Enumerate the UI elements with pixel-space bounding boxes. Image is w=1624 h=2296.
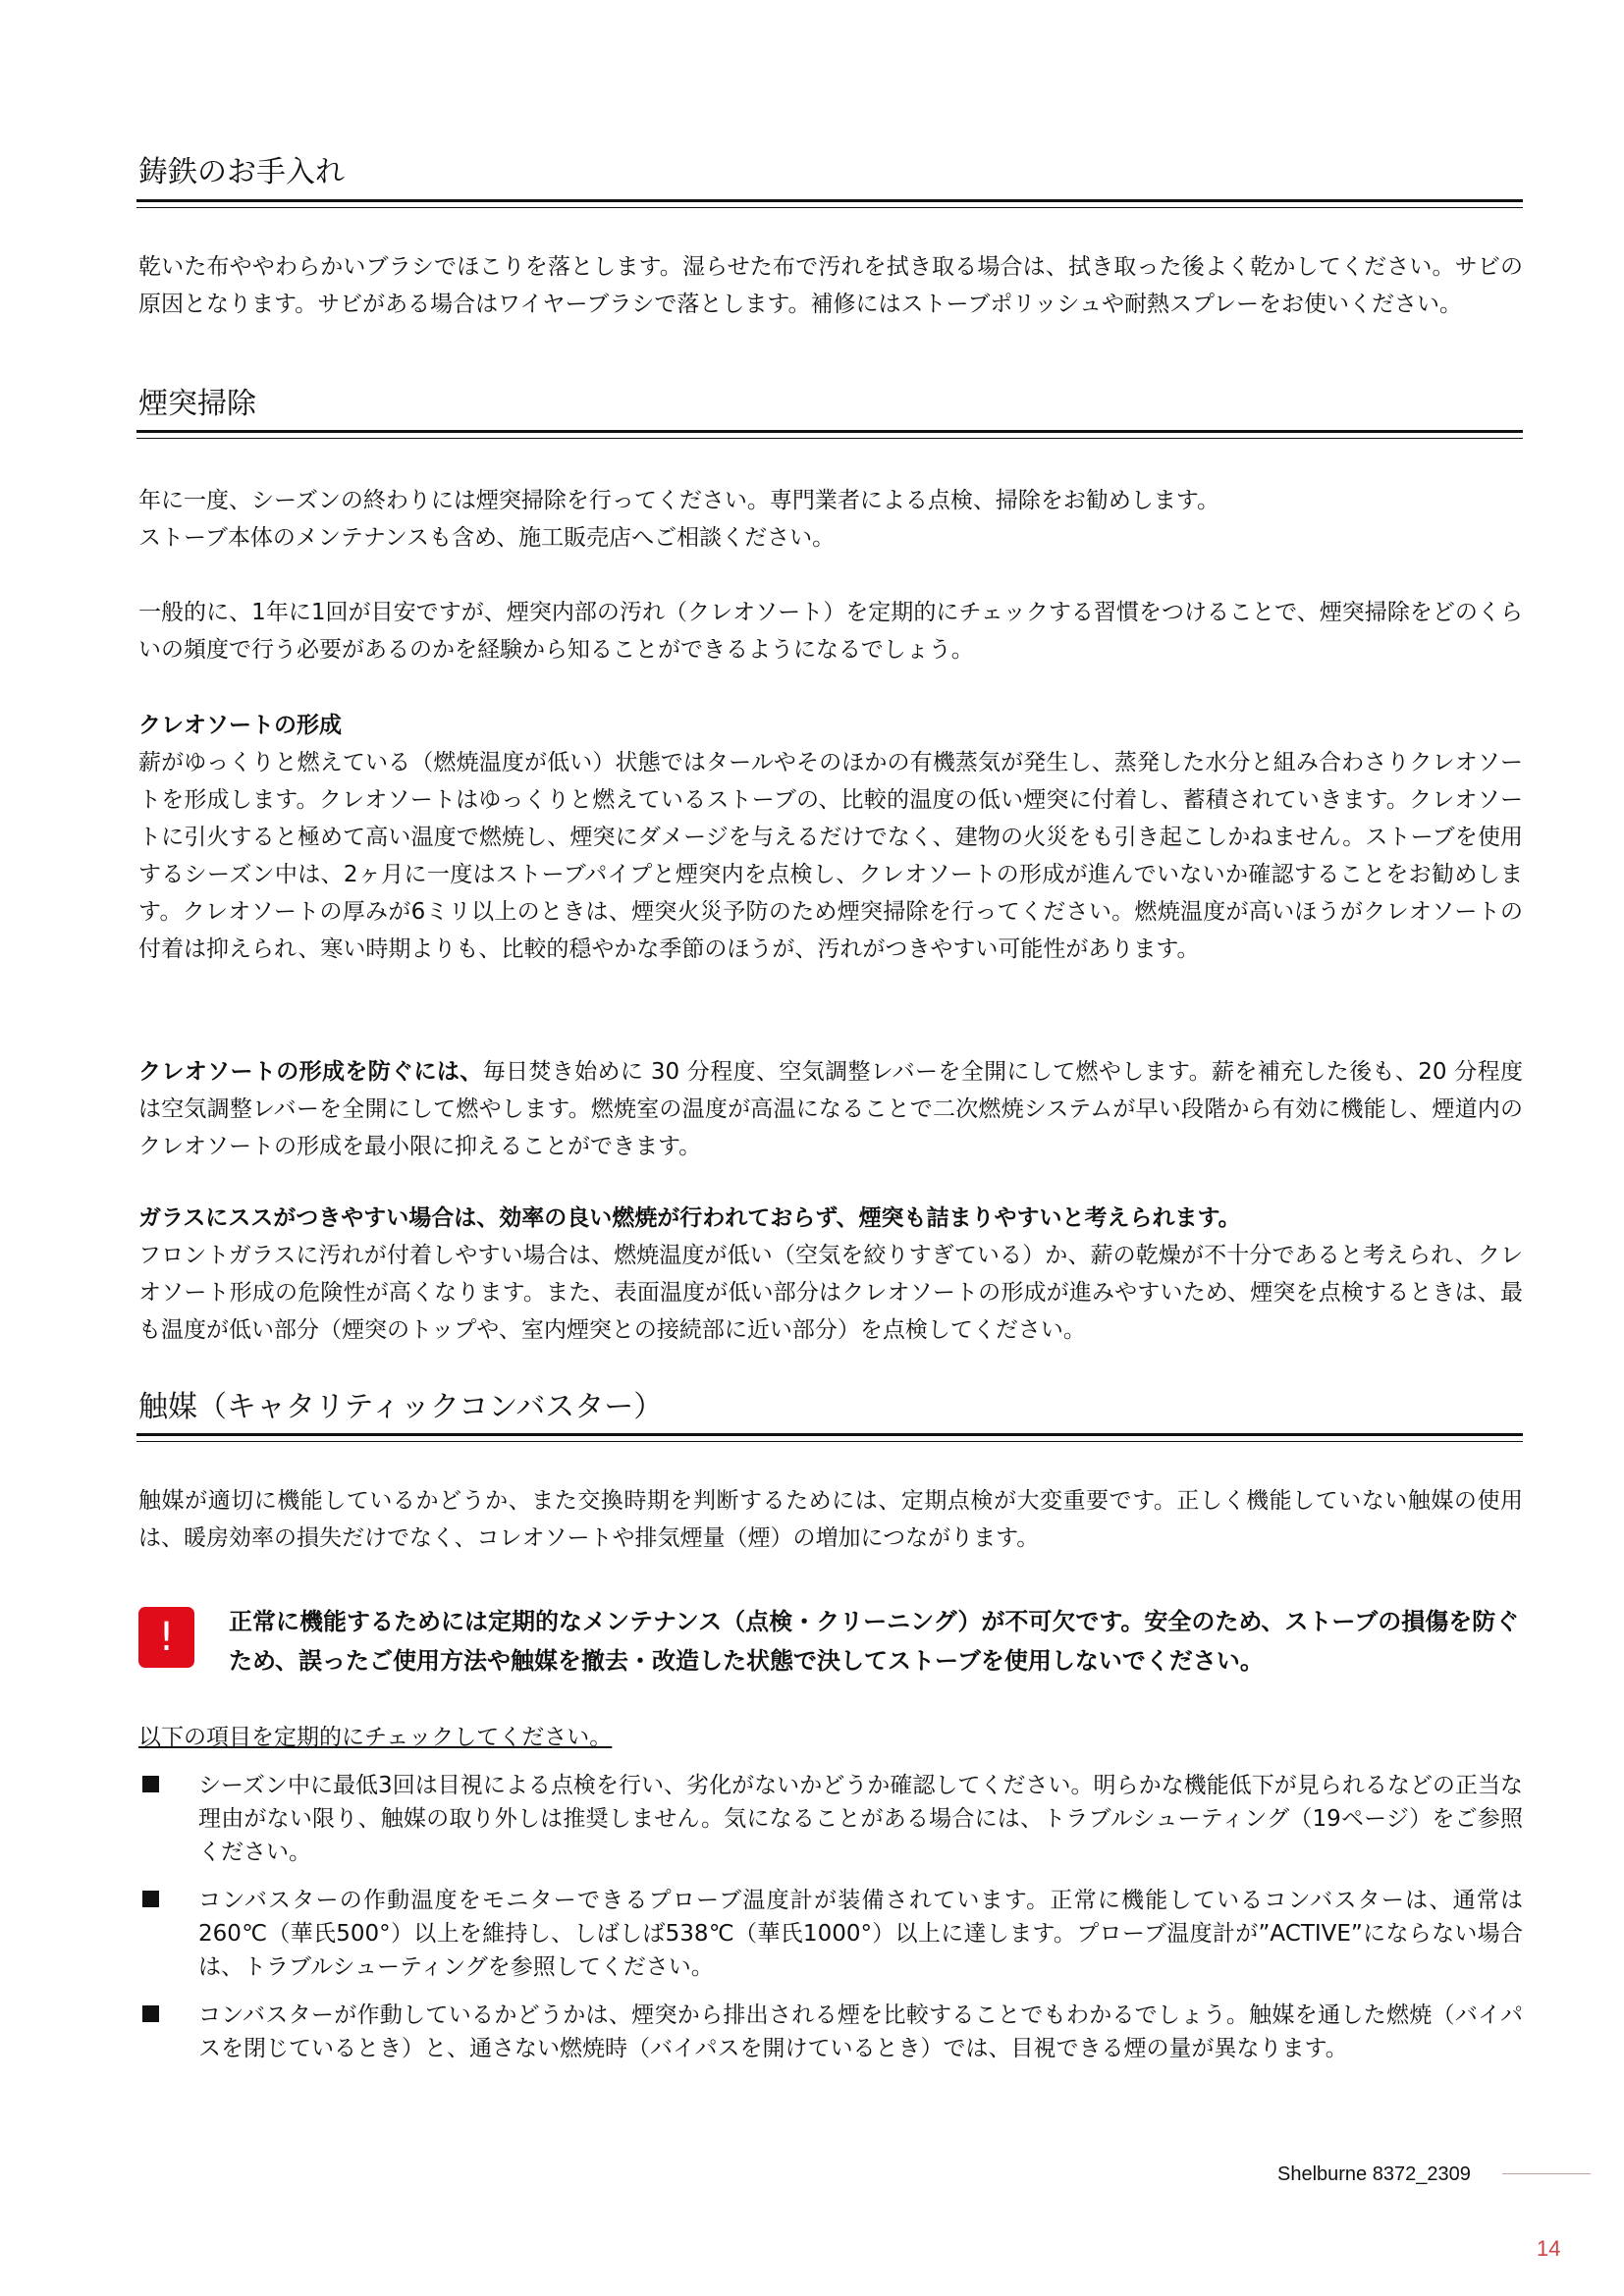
footer-divider <box>1502 2173 1591 2174</box>
checklist-item-text: コンバスターの作動温度をモニターできるプローブ温度計が装備されています。正常に機能しているコンバスターは、通常は260℃（華氏500°）以上を維持し、しばしば538℃（華氏1000°）以上に達します。プローブ温度計が”ACTIVE”にならない場合は、トラブルシューティングを参照してください。 <box>198 1888 1523 1980</box>
cast-iron-paragraph: 乾いた布ややわらかいブラシでほこりを落とします。湿らせた布で汚れを拭き取る場合は、拭き取った後よく乾かしてください。サビの原因となります。サビがある場合はワイヤーブラシで落とします。補修にはストーブポリッシュや耐熱スプレーをお使いください。 <box>138 254 1523 317</box>
creosote-title: クレオソートの形成 <box>138 713 342 738</box>
bullet-square-icon <box>142 1776 159 1792</box>
warning-text: 正常に機能するためには定期的なメンテナンス（点検・クリーニング）が不可欠です。安全のため、ストーブの損傷を防ぐため、誤ったご使用方法や触媒を撤去・改造した状態で決してストーブを使用しないでください。 <box>229 1608 1520 1675</box>
bullet-square-icon <box>142 1891 159 1907</box>
heading-rule <box>136 430 1523 439</box>
creosote-prevention-lead: クレオソートの形成を防ぐには、 <box>138 1059 483 1085</box>
bullet-square-icon <box>142 2005 159 2022</box>
catalyst-paragraph: 触媒が適切に機能しているかどうか、また交換時期を判断するためには、定期点検が大変重要です。正しく機能していない触媒の使用は、暖房効率の損失だけでなく、コレオソートや排気煙量（煙）の増加につながります。 <box>138 1488 1523 1551</box>
heading-chimney: 煙突掃除 <box>138 387 256 421</box>
page-number: 14 <box>1537 2236 1561 2261</box>
creosote-paragraph: 薪がゆっくりと燃えている（燃焼温度が低い）状態ではタールやそのほかの有機蒸気が発生し、蒸発した水分と組み合わさりクレオソートを形成します。クレオソートはゆっくりと燃えているストーブの、比較的温度の低い煙突に付着し、蓄積されていきます。クレオソートに引火すると極めて高い温度で燃焼し、煙突にダメージを与えるだけでなく、建物の火災をも引き起こしかねません。ストーブを使用するシーズン中は、2ヶ月に一度はストーブパイプと煙突内を点検し、クレオソートの形成が進んでいないか確認することをお勧めします。クレオソートの厚みが6ミリ以上のときは、煙突火災予防のため煙突掃除を行ってください。燃焼温度が高いほうがクレオソートの付着は抑えられ、寒い時期よりも、比較的穏やかな季節のほうが、汚れがつきやすい可能性があります。 <box>138 750 1523 962</box>
heading-rule <box>136 199 1523 208</box>
warning-icon: ! <box>138 1607 194 1668</box>
chimney-intro-line2: ストーブ本体のメンテナンスも含め、施工販売店へご相談ください。 <box>138 525 836 551</box>
creosote-prevention-paragraph <box>138 1053 1523 1165</box>
checklist-item-text: シーズン中に最低3回は目視による点検を行い、劣化がないかどうか確認してください。明らかな機能低下が見られるなどの正当な理由がない限り、触媒の取り外しは推奨しません。気になることがある場合には、トラブルシューティング（19ページ）をご参照ください。 <box>198 1773 1523 1865</box>
checklist-item-text: コンバスターが作動しているかどうかは、煙突から排出される煙を比較することでもわかるでしょう。触媒を通した燃焼（バイパスを閉じているとき）と、通さない燃焼時（バイパスを開けているとき）では、目視できる煙の量が異なります。 <box>198 2002 1523 2061</box>
creosote-prevention-text: 毎日焚き始めに 30 分程度、空気調整レバーを全開にして燃やします。薪を補充した後も、20 分程度は空気調整レバーを全開にして燃やします。燃焼室の温度が高温になることで二次燃焼システムが早い段階から有効に機能し、煙道内のクレオソートの形成を最小限に抑えることができます。 <box>138 1059 1524 1159</box>
footer-doc-id: Shelburne 8372_2309 <box>1277 2163 1471 2185</box>
glass-soot-paragraph: フロントガラスに汚れが付着しやすい場合は、燃焼温度が低い（空気を絞りすぎている）か、薪の乾燥が不十分であると考えられ、クレオソート形成の危険性が高くなります。また、表面温度が低い部分はクレオソートの形成が進みやすいため、煙突を点検するときは、最も温度が低い部分（煙突のトップや、室内煙突との接続部に近い部分）を点検してください。 <box>138 1243 1523 1343</box>
heading-rule <box>136 1433 1523 1442</box>
checklist-title: 以下の項目を定期的にチェックしてください。 <box>138 1725 613 1750</box>
heading-cast-iron: 鋳鉄のお手入れ <box>138 155 345 189</box>
glass-soot-title: ガラスにススがつきやすい場合は、効率の良い燃焼が行われておらず、煙突も詰まりやすいと考えられます。 <box>138 1205 1241 1231</box>
chimney-intro-line1: 年に一度、シーズンの終わりには煙突掃除を行ってください。専門業者による点検、掃除をお勧めします。 <box>138 488 1220 513</box>
chimney-frequency-paragraph: 一般的に、1年に1回が目安ですが、煙突内部の汚れ（クレオソート）を定期的にチェックする習慣をつけることで、煙突掃除をどのくらいの頻度で行う必要があるのかを経験から知ることができるようになるでしょう。 <box>138 600 1523 663</box>
heading-catalyst: 触媒（キャタリティックコンバスター） <box>138 1390 664 1424</box>
